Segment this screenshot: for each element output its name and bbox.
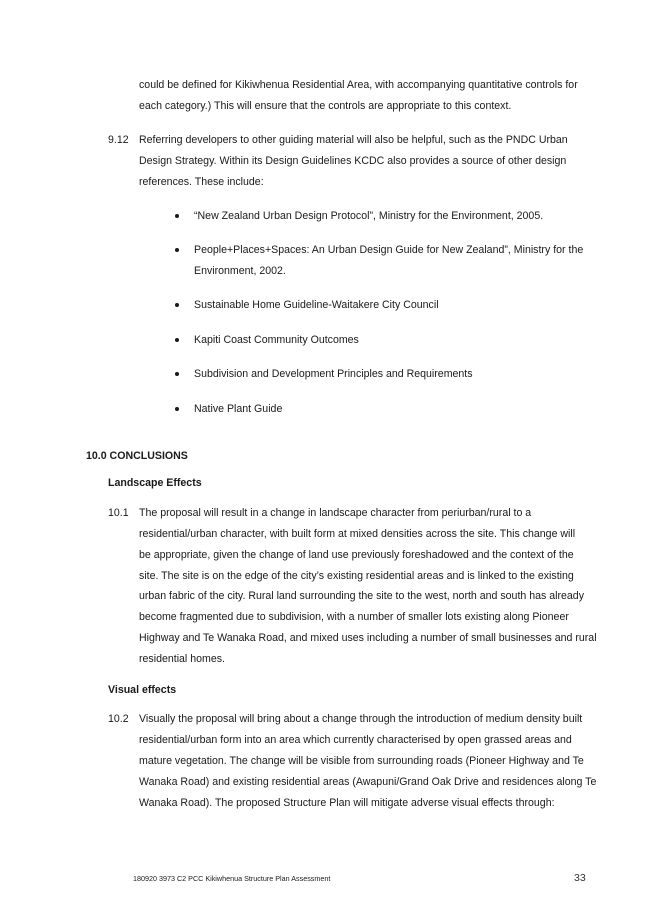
bullet-icon <box>175 338 179 342</box>
para-9-12-number: 9.12 <box>108 134 129 146</box>
para-10-2-line-3: mature vegetation. The change will be visible from surrounding roads (Pioneer Highway and Te <box>139 755 584 767</box>
bullet-item-3: Sustainable Home Guideline-Waitakere City Council <box>194 299 439 311</box>
para-9-12-line-1: Referring developers to other guiding material will also be helpful, such as the PNDC Urban <box>139 134 568 146</box>
bullet-item-2-line-2: Environment, 2002. <box>194 265 286 277</box>
bullet-icon <box>175 214 179 218</box>
section-heading: 10.0 CONCLUSIONS <box>86 450 188 462</box>
para-10-1-line-8: residential homes. <box>139 653 225 665</box>
para-10-2-number: 10.2 <box>108 713 129 725</box>
bullet-item-1: “New Zealand Urban Design Protocol”, Ministry for the Environment, 2005. <box>194 210 544 222</box>
para-10-1-line-3: be appropriate, given the change of land use previously foreshadowed and the context of the <box>139 549 574 561</box>
intro-line-2: each category.) This will ensure that the controls are appropriate to this context. <box>139 100 512 112</box>
bullet-icon <box>175 372 179 376</box>
para-10-1-number: 10.1 <box>108 507 129 519</box>
para-10-2-line-4: Wanaka Road) and existing residential areas (Awapuni/Grand Oak Drive and residences along Te <box>139 776 597 788</box>
para-10-1-line-2: residential/urban character, with built form at mixed densities across the site. This change will <box>139 528 576 540</box>
bullet-icon <box>175 248 179 252</box>
intro-line-1: could be defined for Kikiwhenua Residential Area, with accompanying quantitative controls for <box>139 79 578 91</box>
para-10-2-line-2: residential/urban form into an area which currently characterised by open grassed areas and <box>139 734 572 746</box>
visual-heading: Visual effects <box>108 684 177 696</box>
bullet-icon <box>175 407 179 411</box>
para-10-2-line-5: Wanaka Road). The proposed Structure Plan will mitigate adverse visual effects through: <box>139 797 555 809</box>
para-10-1-line-6: become fragmented due to subdivision, with a number of smaller lots existing along Pioneer <box>139 611 569 623</box>
bullet-item-5: Subdivision and Development Principles and Requirements <box>194 368 473 380</box>
footer-doc-ref: 180920 3973 C2 PCC Kikiwhenua Structure Plan Assessment <box>133 874 331 883</box>
bullet-icon <box>175 303 179 307</box>
para-10-1-line-4: site. The site is on the edge of the city’s existing residential areas and is linked to the existing <box>139 570 574 582</box>
para-10-1-line-1: The proposal will result in a change in landscape character from periurban/rural to a <box>139 507 532 519</box>
bullet-item-6: Native Plant Guide <box>194 403 283 415</box>
page-number: 33 <box>574 872 586 884</box>
bullet-item-2-line-1: People+Places+Spaces: An Urban Design Guide for New Zealand”, Ministry for the <box>194 244 584 256</box>
para-9-12-line-2: Design Strategy. Within its Design Guidelines KCDC also provides a source of other design <box>139 155 567 167</box>
para-9-12-line-3: references. These include: <box>139 176 264 188</box>
bullet-item-4: Kapiti Coast Community Outcomes <box>194 334 359 346</box>
landscape-heading: Landscape Effects <box>108 477 202 489</box>
para-10-1-line-5: urban fabric of the city. Rural land surrounding the site to the west, north and south has already <box>139 590 584 602</box>
para-10-2-line-1: Visually the proposal will bring about a change through the introduction of medium density built <box>139 713 583 725</box>
para-10-1-line-7: Highway and Te Wanaka Road, and mixed uses including a number of small businesses and rural <box>139 632 597 644</box>
